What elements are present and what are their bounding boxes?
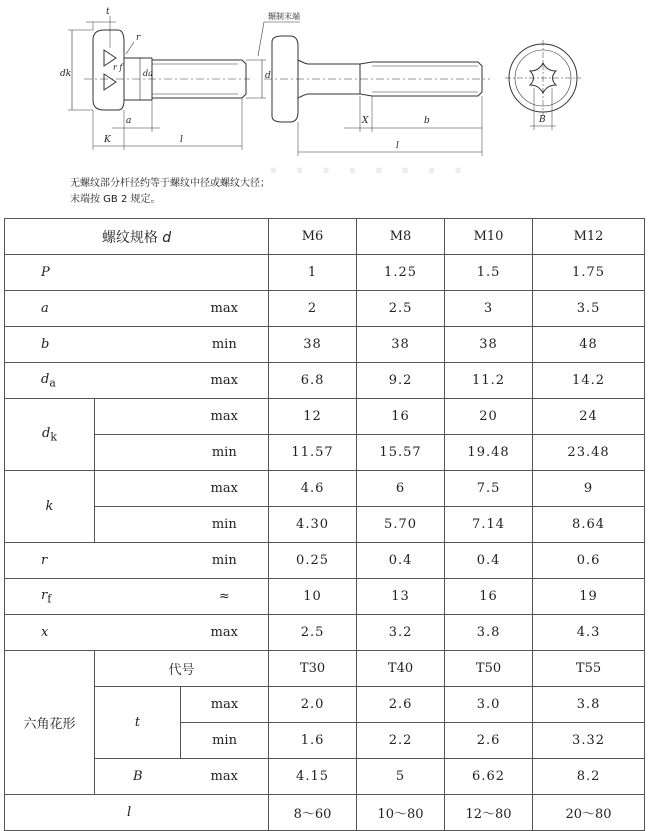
note-line-2: 末端按 GB 2 规定。 (70, 194, 161, 205)
header-size: M8 (357, 219, 445, 255)
table-row (5, 651, 645, 687)
dim-label-d: d (265, 71, 271, 81)
table-cell: 3.8 (533, 687, 645, 723)
param-qualifier: max (181, 291, 269, 327)
table-row (5, 291, 645, 327)
note-line-1: 无螺纹部分杆径约等于螺纹中径或螺纹大径； (70, 178, 270, 189)
table-cell: 6.62 (445, 759, 533, 795)
table-cell: T30 (269, 651, 357, 687)
table-cell: 1.6 (269, 723, 357, 759)
table-cell: 19 (533, 579, 645, 615)
dim-label-t: t (106, 7, 110, 17)
table-cell: 20 (445, 399, 533, 435)
param-label: b (5, 327, 181, 363)
param-qualifier: max (181, 471, 269, 507)
table-cell: 9.2 (357, 363, 445, 399)
table-row (5, 795, 645, 831)
table-cell: 3.0 (445, 687, 533, 723)
param-label: $r_f$ (5, 579, 181, 615)
param-qualifier: min (181, 435, 269, 471)
table-cell: 4.3 (533, 615, 645, 651)
table-row (5, 579, 645, 615)
table-cell: T55 (533, 651, 645, 687)
table-cell: 5.70 (357, 507, 445, 543)
table-cell: 48 (533, 327, 645, 363)
dim-label-dk: dk (60, 69, 72, 79)
table-cell: 24 (533, 399, 645, 435)
table-cell: 3.8 (445, 615, 533, 651)
table-row (5, 327, 645, 363)
param-label: l (5, 795, 269, 831)
table-row (5, 255, 645, 291)
dim-label-rf: r f (113, 63, 123, 72)
param-qualifier: max (181, 399, 269, 435)
table-cell: 2.0 (269, 687, 357, 723)
header-size: M10 (445, 219, 533, 255)
param-qualifier: ≈ (181, 579, 269, 615)
param-label: t (95, 687, 181, 759)
table-cell: 3.2 (357, 615, 445, 651)
table-row (5, 435, 645, 471)
dim-label-r: r (136, 33, 141, 43)
dim-label-a: a (126, 116, 132, 126)
table-cell: 4.6 (269, 471, 357, 507)
table-cell: 11.57 (269, 435, 357, 471)
param-qualifier: max (181, 759, 269, 795)
table-cell: 38 (357, 327, 445, 363)
table-cell: 0.4 (445, 543, 533, 579)
table-cell: 2.6 (445, 723, 533, 759)
callout-leader (258, 22, 264, 56)
table-cell: 0.25 (269, 543, 357, 579)
table-cell: 1.75 (533, 255, 645, 291)
table-cell: 0.6 (533, 543, 645, 579)
table-cell: 11.2 (445, 363, 533, 399)
param-label: $d_k$ (5, 399, 95, 471)
table-cell: 6 (357, 471, 445, 507)
header-size: M6 (269, 219, 357, 255)
table-cell: 38 (445, 327, 533, 363)
dim-label-l: l (180, 135, 183, 145)
dim-label-X: X (362, 116, 369, 126)
group-label-hexalobular: 六角花形 (5, 651, 95, 795)
table-cell: 14.2 (533, 363, 645, 399)
table-cell: 3 (445, 291, 533, 327)
table-cell: 6.8 (269, 363, 357, 399)
table-cell: 4.30 (269, 507, 357, 543)
table-cell: 2.5 (269, 615, 357, 651)
table-cell: 12 (269, 399, 357, 435)
param-label: B (95, 759, 181, 795)
param-qualifier: max (181, 687, 269, 723)
param-label: k (5, 471, 95, 543)
table-cell: 4.15 (269, 759, 357, 795)
table-cell: 5 (357, 759, 445, 795)
table-cell: 8.2 (533, 759, 645, 795)
param-qualifier: min (181, 723, 269, 759)
table-cell: 2.6 (357, 687, 445, 723)
table-row (5, 687, 645, 723)
param-label: P (5, 255, 269, 291)
screw-drawing (0, 0, 650, 170)
dim-label-b: b (424, 116, 430, 126)
table-row (5, 363, 645, 399)
table-row (5, 615, 645, 651)
table-cell: 16 (357, 399, 445, 435)
table-cell: 3.5 (533, 291, 645, 327)
table-cell: 10～80 (357, 795, 445, 831)
table-cell: T50 (445, 651, 533, 687)
table-cell: 3.32 (533, 723, 645, 759)
table-row (5, 399, 645, 435)
header-size: M12 (533, 219, 645, 255)
table-cell: 8～60 (269, 795, 357, 831)
param-qualifier: min (181, 507, 269, 543)
param-qualifier: max (181, 615, 269, 651)
table-cell: 1.5 (445, 255, 533, 291)
callout-label: 辗制末端 (268, 12, 300, 21)
table-row (5, 543, 645, 579)
table-cell: 2.2 (357, 723, 445, 759)
dim-label-B: B (539, 115, 546, 125)
table-cell: 13 (357, 579, 445, 615)
table-cell: 7.14 (445, 507, 533, 543)
table-cell: 9 (533, 471, 645, 507)
param-label: 代号 (95, 651, 269, 687)
param-label: a (5, 291, 181, 327)
table-row (5, 759, 645, 795)
table-cell: 19.48 (445, 435, 533, 471)
table-cell: T40 (357, 651, 445, 687)
table-cell: 12～80 (445, 795, 533, 831)
dim-label-K: K (104, 135, 111, 145)
table-cell: 10 (269, 579, 357, 615)
dim-label-da: da (143, 69, 153, 78)
table-row (5, 507, 645, 543)
table-cell: 1.25 (357, 255, 445, 291)
param-qualifier: min (181, 543, 269, 579)
table-cell: 7.5 (445, 471, 533, 507)
table-row (5, 471, 645, 507)
param-label: x (5, 615, 181, 651)
dim-label-l2: l (396, 141, 399, 151)
table-cell: 23.48 (533, 435, 645, 471)
param-qualifier: max (181, 363, 269, 399)
table-cell: 20～80 (533, 795, 645, 831)
param-qualifier: min (181, 327, 269, 363)
table-cell: 8.64 (533, 507, 645, 543)
param-label: r (5, 543, 181, 579)
table-cell: 0.4 (357, 543, 445, 579)
table-cell: 2 (269, 291, 357, 327)
table-cell: 15.57 (357, 435, 445, 471)
table-cell: 2.5 (357, 291, 445, 327)
table-cell: 38 (269, 327, 357, 363)
table-cell: 1 (269, 255, 357, 291)
param-label: $d_a$ (5, 363, 181, 399)
watermark: · · · · · · · · (268, 154, 467, 187)
table-header-row (5, 219, 645, 255)
header-thread-spec: 螺纹规格 d (5, 219, 269, 255)
spec-table (4, 218, 645, 831)
table-cell: 16 (445, 579, 533, 615)
